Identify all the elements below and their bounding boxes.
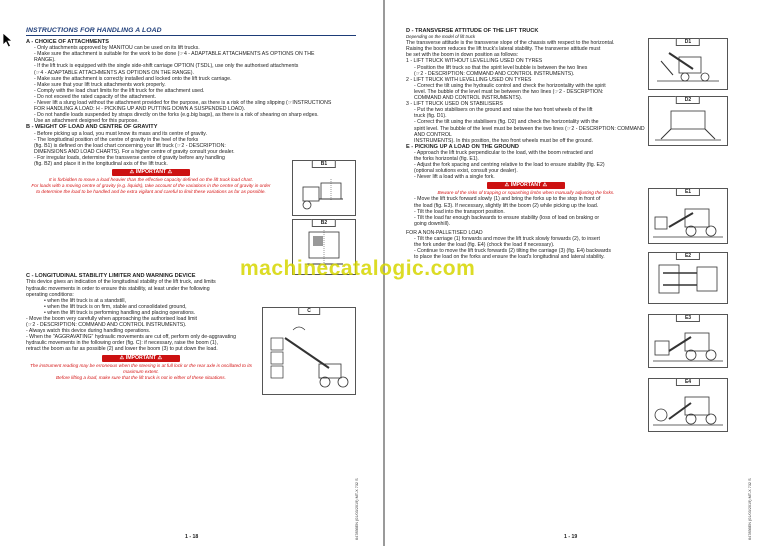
warning-text: The instrument reading may be erroneous when the steering is at full lock or the rear axle is oscillated to its maximum extent. bbox=[30, 362, 252, 374]
page-number: 1 - 18 bbox=[185, 534, 199, 540]
arrow-cursor-icon bbox=[2, 32, 14, 48]
section-a-text: - Only attachments approved by MANITOU can be used on its lift trucks. - Make sure the attachment is suitable for the work to be done (☞4 - ADAPTABLE ATTACHMENTS AS OPTIONS ON THE RANGE). - If the lift truck is equipped with the single side-shift carriage OPTION (TSDL), use only the authorised attachments (☞4 - ADAPTABLE ATTACHMENTS AS OPTIONS ON THE RANGE). - Make sure the attachment is correctly installed and locked onto the lift truck carriage. - Make sure that your lift truck attachments work properly. - Comply with the load chart limits for the lift truck for the attachment used. - Do not exceed the rated capacity of the attachment. - Never lift a slung load without the attachment provided for the purpose, as there is a risk of the sling slipping (☞INSTRUCTIONS FOR HANDLING A LOAD: H - PICKING UP AND PUTTING DOWN A SUSPENDED LOAD). - Do not handle loads suspended by straps directly on the forks (e.g.big bags), as there is a risk of shearing on sharp edges. Use an attachment designed for this purpose. bbox=[34, 45, 332, 125]
section-d-text: The transverse attitude is the transverse slope of the chassis with respect to the horizontal. Raising the boom reduces the lift truck's lateral stability. The transverse attitude must be set with the boom in down position as follows: 1 - LIFT TRUCK WITHOUT LEVELLING USED ON TYRES - Position the lift truck so that the spirit level bubble is between the two lines (☞2 - DESCRIPTION: COMMAND AND CONTROL INSTRUMENTS). 2 - LIFT TRUCK WITH LEVELLING USED ON TYRES - Correct the tilt using the hydraulic control and check the horizontality with the spirit level. The bubble of the level must be between the two lines (☞2 - DESCRIPTION: COMMAND AND CONTROL INSTRUMENTS). 3 - LIFT TRUCK USED ON STABILISERS - Put the two stabilisers on the ground and raise the two front wheels of the lift truck (fig. D1). - Correct the tilt using the stabilisers (fig. D2) and check the horizontality with the spirit level. The bubble of the level must be between the two lines (☞2 - DESCRIPTION: COMMAND AND CONTROL INSTRUMENTS). In this position, the two front wheels must be off the ground. bbox=[406, 40, 645, 144]
side-code: 647856EN (01/03/2019) MT-X 732 S bbox=[748, 478, 752, 540]
section-c-title: C - LONGITUDINAL STABILITY LIMITER AND WARNING DEVICE bbox=[26, 273, 196, 280]
warning-text: Beware of the risks of trapping or squashing limbs when manually adjusting the forks. bbox=[437, 190, 615, 196]
section-d-title: D - TRANSVERSE ATTITUDE OF THE LIFT TRUCK bbox=[406, 28, 539, 34]
section-b-title: B - WEIGHT OF LOAD AND CENTRE OF GRAVITY bbox=[26, 124, 158, 131]
figure-e2: E2 bbox=[648, 252, 728, 304]
section-e-title: E - PICKING UP A LOAD ON THE GROUND bbox=[406, 143, 519, 150]
right-page: D - TRANSVERSE ATTITUDE OF THE LIFT TRUCK Depending on the model of lift truck The transverse attitude is the transverse slope of the chassis with respect to the horizontal. Raising the boom reduces the lift truck's lateral stability. The transverse attitude must be set with the boom in down position as follows: 1 - LIFT TRUCK WITHOUT LEVELLING USED ON TYRES - Position the lift truck so that the spirit level bubble is between the two lines (☞2 - DESCRIPTION: COMMAND AND CONTROL INSTRUMENTS). 2 - LIFT TRUCK WITH LEVELLING USED ON TYRES - Correct the tilt using the hydraulic control and check the horizontality with the spirit level. The bubble of the level must be between the two lines (☞2 - DESCRIPTION: COMMAND AND CONTROL INSTRUMENTS). 3 - LIFT TRUCK USED ON STABILISERS - Put the two stabilisers on the ground and raise the two front wheels of the lift truck (fig. D1). - Correct the tilt using the stabilisers (fig. D2) and check the horizontality with the spirit level. The bubble of the level must be between the two lines (☞2 - DESCRIPTION: COMMAND AND CONTROL INSTRUMENTS). In this position, the two front wheels must be off the ground. E - PICKING UP A LOAD ON THE GROUND - Approach the lift truck perpendicular to the load, with the boom retracted and the forks horizontal (fig. E1). - Adjust the fork spacing and centring relative to the load to ensure stability (fig. E2) (optional solutions exist, consult your dealer). - Never lift a load with a single fork. ⚠ IMPORTANT ⚠ Beware of the risks of trapping or squashing limbs when manually adjusting the forks. - Move the lift truck forward slowly (1) and bring the forks up to the stop in front of the load (fig. E3). If necessary, slightly lift the boom (2) while picking up the load. - Tilt the load into the transport position. - Tilt the load far enough backwards to ensure stability (loss of load on braking or going downhill). FOR A NON-PALLETISED LOAD - Tilt the carriage (1) forwards and move the lift truck slowly forwards (2), to insert the fork under the load (fig. E4) (chock the load if necessary). - Continue to move the lift truck forwards (2) tilting the carriage (3) (fig. E4) backwards to place the load on the forks and ensure the load's longitudinal and lateral stability. bbox=[406, 28, 724, 260]
figure-c: C bbox=[262, 307, 356, 395]
figure-b1: B1 bbox=[292, 160, 356, 216]
section-a-title: A - CHOICE OF ATTACHMENTS bbox=[26, 39, 109, 46]
section-header: INSTRUCTIONS FOR HANDLING A LOAD bbox=[26, 28, 356, 36]
section-d-subtitle: Depending on the model of lift truck bbox=[406, 34, 476, 40]
figure-e3: E3 bbox=[648, 314, 728, 368]
left-page: INSTRUCTIONS FOR HANDLING A LOAD A - CHOICE OF ATTACHMENTS - Only attachments approved by MANITOU can be used on its lift trucks. - Make sure the attachment is suitable for the work to be done (☞4 - ADAPTABLE ATTACHMENTS AS OPTIONS ON THE RANGE). - If the lift truck is equipped with the single side-shift carriage OPTION (TSDL), use only the authorised attachments (☞4 - ADAPTABLE ATTACHMENTS AS OPTIONS ON THE RANGE). - Make sure the attachment is correctly installed and locked onto the lift truck carriage. - Make sure that your lift truck attachments work properly. - Comply with the load chart limits for the lift truck for the attachment used. - Do not exceed the rated capacity of the attachment. - Never lift a slung load without the attachment provided for the purpose, as there is a risk of the sling slipping (☞INSTRUCTIONS FOR HANDLING A LOAD: H - PICKING UP AND PUTTING DOWN A SUSPENDED LOAD). - Do not handle loads suspended by straps directly on the forks (e.g.big bags), as there is a risk of shearing on sharp edges. Use an attachment designed for this purpose. B - WEIGHT OF LOAD AND CENTRE OF GRAVITY - Before picking up a load, you must know its mass and its centre of gravity. - The longitudinal position of the centre of gravity in the heel of the forks (fig. B1) is defined on the load chart concerning your lift truck (☞2 - DESCRIPTION: DIMENSIONS AND LOAD CHARTS). For a higher centre of gravity consult your dealer. - For irregular loads, determine the transverse centre of gravity before any handling (fig. B2) and place it in the longitudinal axis of the lift truck. ⚠ IMPORTANT ⚠ It is forbidden to move a load heavier than the effective capacity defined on the lift truck load chart. For loads with a moving centre of gravity (e.g. liquids), take account of the variations in the centre of gravity in order to determine the load to be handled and be extra vigilant and careful to limit these variations as far as possible. C - LONGITUDINAL STABILITY LIMITER AND WARNING DEVICE This device gives an indication of the longitudinal stability of the lift truck, and limits hydraulic movements in order to ensure this stability, at least under the following operating conditions: • when the lift truck is at a standstill, • when the lift truck is on firm, stable and consolidated ground, • when the lift truck is performing handling and placing operations. - Move the boom very carefully when approaching the authorised load limit (☞2 - DESCRIPTION: COMMAND AND CONTROL INSTRUMENTS). - Always watch this device during handling operations. - When the "AGGRAVATING" hydraulic movements are cut off, perform only de-aggravating hydraulic movements in the following order (fig. C): if necessary, raise the boom (1), retract the boom as far as possible (2) and lower the boom (3) to put down the load. ⚠ IMPORTANT ⚠ The instrument reading may be erroneous when the steering is at full lock or the rear axle is oscillated to its maximum extent. Before lifting a load, make sure that the lift truck is not in either of these situations. bbox=[26, 28, 352, 381]
side-code: 647856EN (01/03/2019) MT-X 732 S bbox=[355, 478, 359, 540]
important-badge: ⚠ IMPORTANT ⚠ bbox=[112, 169, 190, 176]
section-e-text: - Approach the lift truck perpendicular to the load, with the boom retracted and the forks horizontal (fig. E1). - Adjust the fork spacing and centring relative to the load to ensure stability (fig. E2) (optional solutions exist, consult your dealer). - Never lift a load with a single fork. bbox=[414, 149, 605, 181]
figure-d1: D1 bbox=[648, 38, 728, 90]
warning-text: It is forbidden to move a load heavier than the effective capacity defined on the lift truck load chart. bbox=[48, 177, 254, 183]
figure-e1: E1 bbox=[648, 188, 728, 244]
figure-e4: E4 bbox=[648, 378, 728, 432]
watermark: machinecatalogic.com bbox=[240, 257, 476, 280]
section-c-text: This device gives an indication of the longitudinal stability of the lift truck, and limits hydraulic movements in order to ensure this stability, at least under the following operating conditions: • when the lift truck is at a standstill, • when the lift truck is on firm, stable and consolidated ground, • when the lift truck is performing handling and placing operations. - Move the boom very carefully when approaching the authorised load limit (☞2 - DESCRIPTION: COMMAND AND CONTROL INSTRUMENTS). - Always watch this device during handling operations. - When the "AGGRAVATING" hydraulic movements are cut off, perform only de-aggravating hydraulic movements in the following order (fig. C): if necessary, raise the boom (1), retract the boom as far as possible (2) and lower the boom (3) to put down the load. bbox=[26, 279, 237, 353]
figure-b2: B2 bbox=[292, 219, 356, 275]
section-b-text: - Before picking up a load, you must know its mass and its centre of gravity. - The longitudinal position of the centre of gravity in the heel of the forks (fig. B1) is defined on the load chart concerning your lift truck (☞2 - DESCRIPTION: DIMENSIONS AND LOAD CHARTS). For a higher centre of gravity consult your dealer. - For irregular loads, determine the transverse centre of gravity before any handling (fig. B2) and place it in the longitudinal axis of the lift truck. bbox=[34, 130, 235, 167]
important-badge: ⚠ IMPORTANT ⚠ bbox=[487, 182, 565, 189]
figure-d2: D2 bbox=[648, 96, 728, 146]
non-palletised-text: - Tilt the carriage (1) forwards and move the lift truck slowly forwards (2), to insert the fork under the load (fig. E4) (chock the load if necessary). - Continue to move the lift truck forwards (2) tilting the carriage (3) (fig. E4) backwards to place the load on the forks and ensure the load's longitudinal and lateral stability. bbox=[414, 236, 611, 261]
page-number: 1 - 19 bbox=[564, 534, 578, 540]
important-badge: ⚠ IMPORTANT ⚠ bbox=[102, 355, 180, 362]
non-palletised-title: FOR A NON-PALLETISED LOAD bbox=[406, 229, 483, 236]
